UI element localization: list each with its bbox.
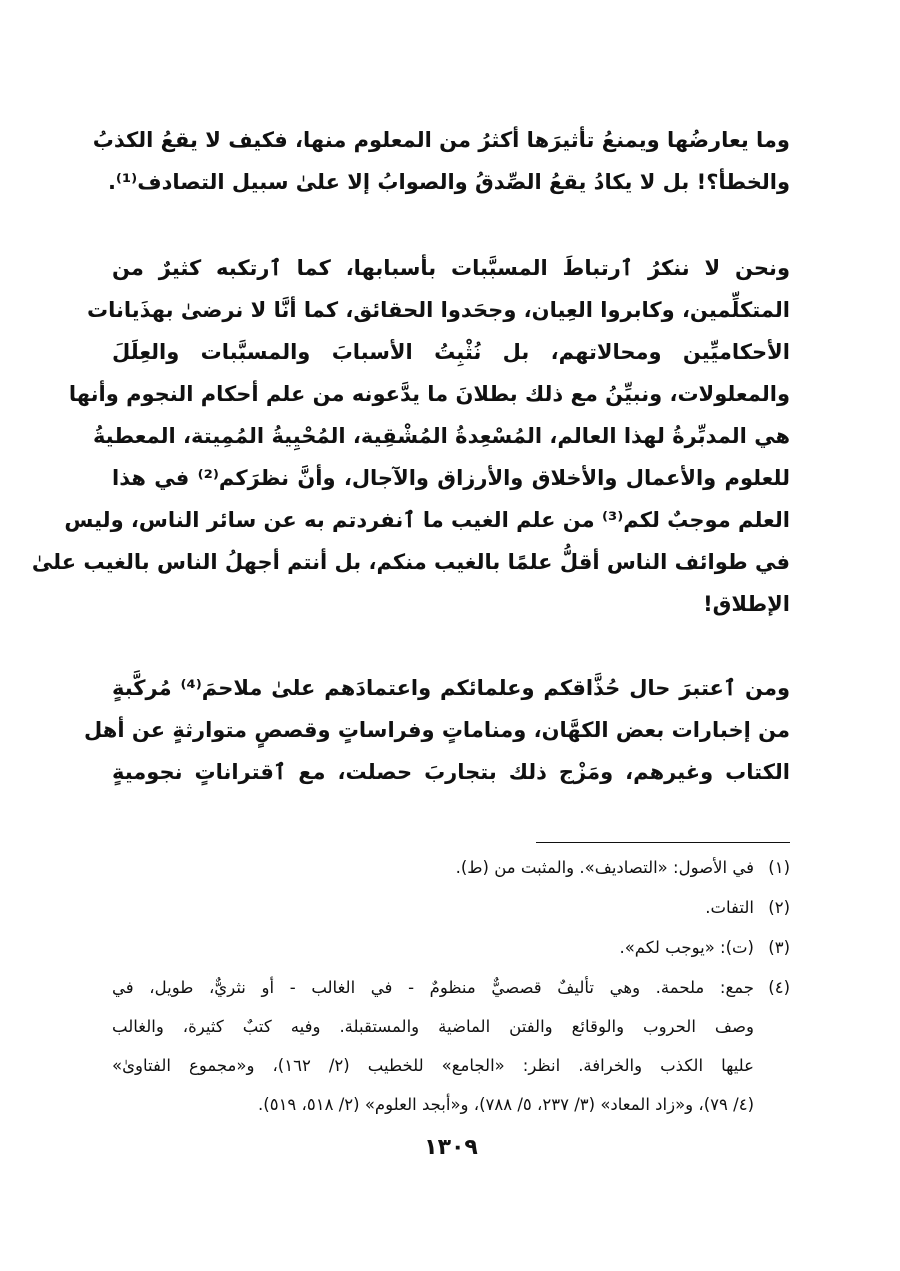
text-line: الأحكاميِّين ومحالاتهم، بل نُثْبِتُ الأسبابَ والمسبَّبات والعِلَلَ (112, 340, 790, 364)
footnote-line: عليها الكذب والخرافة. انظر: «الجامع» للخطيب (٢/ ١٦٢)، و«مجموع الفتاوىٰ» (112, 1056, 754, 1075)
footnote-line (112, 971, 790, 1005)
footnote-separator (536, 842, 790, 843)
text-line: المتكلِّمين، وكابروا العِيان، وجحَدوا الحقائق، كما أنَّا لا نرضىٰ بهذَيانات (87, 298, 790, 322)
footnote-number: (١) (768, 858, 790, 877)
text-line: والمعلولات، ونبيِّنُ مع ذلك بطلانَ ما يدَّعونه من علم أحكام النجوم وأنها (68, 382, 790, 406)
text-line: الإطلاق! (703, 592, 790, 616)
text-line: هي المدبِّرةُ لهذا العالم، المُسْعِدةُ المُشْقِية، المُحْيِيةُ المُمِيتة، المعطيةُ (92, 424, 790, 448)
footnote-3 (112, 931, 790, 965)
footnote-text: (ت): «يوجب لكم». (619, 938, 754, 957)
text-line: من إخبارات بعض الكهَّان، ومناماتٍ وفراساتٍ وقصصٍ متوارثةٍ عن أهل (84, 718, 790, 742)
page-number: ١٣٠٩ (424, 1135, 478, 1160)
footnote-number: (٣) (768, 938, 790, 957)
footnote-2 (112, 891, 790, 925)
footnote-text: التفات. (705, 898, 754, 917)
text-line: ونحن لا ننكرُ ٱرتباطَ المسبَّبات بأسبابها، كما ٱرتكبه كثيرٌ من (112, 256, 790, 280)
text-line: في طوائف الناس أقلُّ علمًا بالغيب منكم، بل أنتم أجهلُ الناس بالغيب علىٰ (31, 550, 790, 574)
text-line: العلم موجبٌ لكم⁽³⁾ من علم الغيب ما ٱنفردتم به عن سائر الناس، وليس (64, 508, 790, 532)
footnote-number: (٤) (768, 978, 790, 997)
text-line: الكتاب وغيرهم، ومَزْج ذلك بتجاربَ حصلت، مع ٱقتراناتٍ نجوميةٍ (112, 760, 790, 784)
footnote-line: (٤/ ٧٩)، و«زاد المعاد» (٣/ ٢٣٧، ٥/ ٧٨٨)، و«أبجد العلوم» (٢/ ٥١٨، ٥١٩). (258, 1095, 754, 1114)
text-line: للعلوم والأعمال والأخلاق والأرزاق والآجال، وأنَّ نظرَكم⁽²⁾ في هذا (112, 466, 790, 490)
footnote-line: وصف الحروب والوقائع والفتن الماضية والمستقبلة. وفيه كتبٌ كثيرة، والغالب (112, 1017, 754, 1036)
text-line: وما يعارضُها ويمنعُ تأثيرَها أكثرُ من المعلوم منها، فكيف لا يقعُ الكذبُ (92, 128, 790, 152)
text-line: ومن ٱعتبرَ حال حُذَّاقكم وعلمائكم واعتمادَهم علىٰ ملاحمَ⁽⁴⁾ مُركَّبةٍ (112, 676, 790, 700)
footnote-1 (112, 851, 790, 885)
text-line: والخطأ؟! بل لا يكادُ يقعُ الصِّدقُ والصوابُ إلا علىٰ سبيل التصادف⁽¹⁾. (107, 170, 790, 194)
footnote-text: في الأصول: «التصاديف». والمثبت من (ط). (455, 858, 754, 877)
footnote-number: (٢) (768, 898, 790, 917)
footnote-text: جمع: ملحمة. وهي تأليفٌ قصصيٌّ منظومٌ - في الغالب - أو نثريٌّ، طويل، في (112, 978, 754, 997)
